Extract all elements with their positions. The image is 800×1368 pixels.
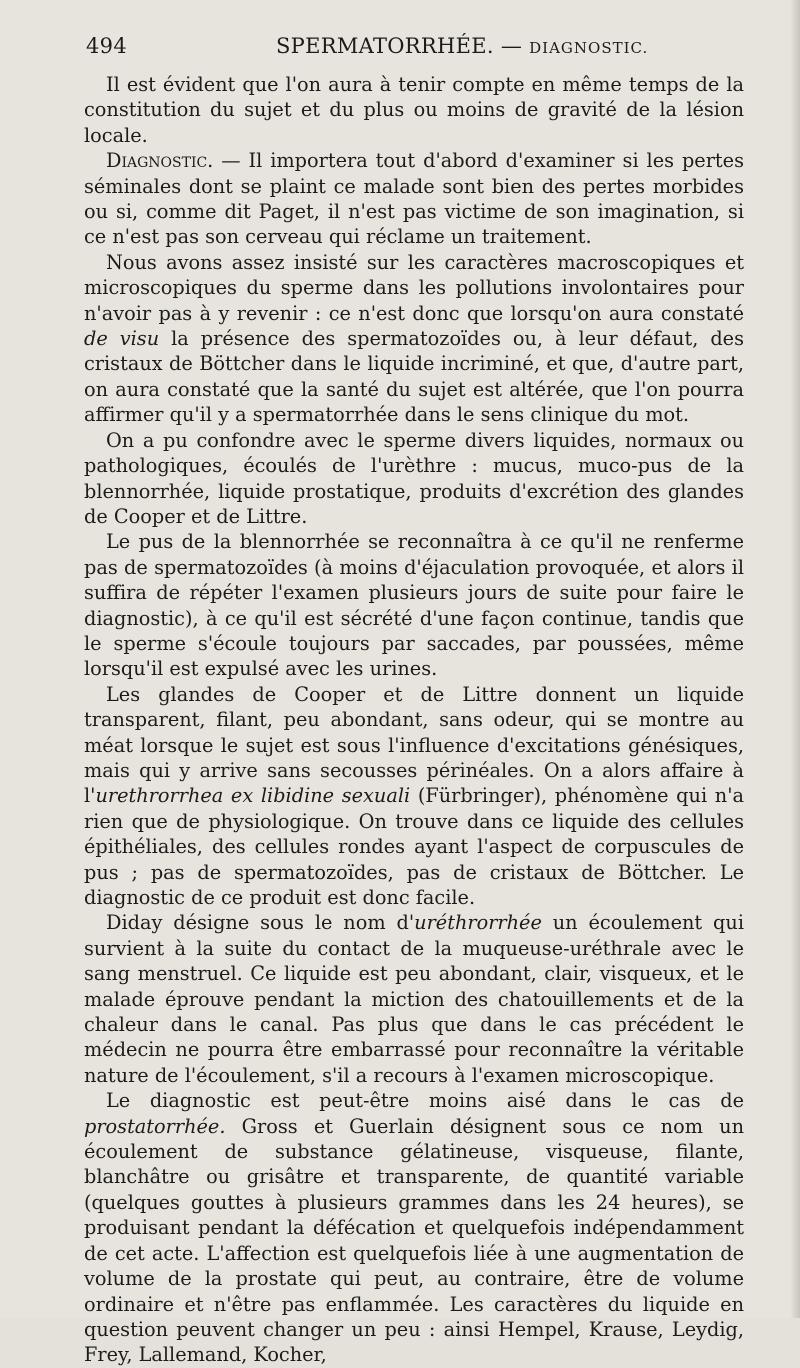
paragraph-3: [84, 250, 744, 428]
paragraph-2: [84, 148, 744, 250]
running-title-sub: DIAGNOSTIC.: [529, 39, 649, 57]
paragraph-text: Diday désigne sous le nom d': [106, 911, 415, 935]
italic-term: prostatorrhée.: [84, 1114, 226, 1138]
italic-term: de visu: [84, 327, 160, 351]
page-body: [84, 72, 744, 1368]
paragraph-text: (Fürbringer), phénomène qui n'a rien que de physiologique. On trouve dans ce liquide des cellules épithéliales, des cellules rondes ayant l'aspect de corpuscules de pus ; pas de spermatozoïdes, pas de cristaux de Böttcher. Le diagnostic de ce produit est donc facile.: [84, 784, 744, 909]
paragraph-7: [84, 910, 744, 1088]
running-title: [276, 34, 648, 58]
paragraph-text: — Il importera tout d'abord d'examiner si les pertes séminales dont se plaint ce malade sont bien des pertes morbides ou si, comme dit Paget, il n'est pas victime de son imagination, si ce n'est pas son cerveau qui réclame un traitement.: [84, 149, 744, 249]
paragraph-text: Gross et Guerlain désignent sous ce nom un écoulement de substance gélatineuse, visqueuse, filante, blanchâtre ou grisâtre et transparente, de quantité variable (quelques gouttes à plusieurs grammes dans les 24 heures), se produisant pendant la défécation et quelquefois indépendamment de cet acte. L'affection est quelquefois liée à une augmentation de volume de la prostate qui peut, au contraire, être de volume ordinaire et n'être pas enflammée. Les caractères du liquide en question peuvent changer un peu : ainsi Hempel, Krause, Leydig, Frey, Lallemand, Kocher,: [84, 1114, 744, 1367]
paragraph-text: Les glandes de Cooper et de Littre donnent un liquide transparent, filant, peu abondant, sans odeur, qui se montre au méat lorsque le sujet est sous l'influence d'excitations génésiques, mais qui y arrive sans secousses périnéales. On a alors affaire à l': [84, 682, 744, 808]
paragraph-text: Le pus de la blennorrhée se reconnaîtra à ce qu'il ne renferme pas de spermatozoïdes (à moins d'éjaculation provoquée, et alors il suffira de répéter l'examen plusieurs jours de suite pour faire le diagnostic), à ce qu'il est sécrété d'une façon continue, tandis que le sperme s'écoule toujours par saccades, par poussées, même lorsqu'il est expulsé avec les urines.: [84, 530, 744, 681]
running-title-dash: —: [493, 34, 530, 58]
paragraph-text: un écoulement qui survient à la suite du contact de la muqueuse-uréthrale avec le sang menstruel. Ce liquide est peu abondant, clair, visqueux, et le malade éprouve pendant la miction des chatouillements et de la chaleur dans le canal. Pas plus que dans le cas précédent le médecin ne pourra être embarrassé pour reconnaître la véritable nature de l'écoulement, s'il a recours à l'examen microscopique.: [84, 911, 744, 1087]
paragraph-text: Il est évident que l'on aura à tenir compte en même temps de la constitution du sujet et du plus ou moins de gravité de la lésion locale.: [84, 73, 744, 147]
paragraph-8: [84, 1088, 744, 1367]
italic-term: urethrorrhea ex libidine sexuali: [95, 784, 411, 808]
running-title-main: SPERMATORRHÉE.: [276, 34, 494, 58]
page-number: 494: [86, 34, 127, 58]
paragraph-4: [84, 428, 744, 530]
italic-term: uréthrorrhée: [414, 911, 542, 935]
paragraph-text: Le diagnostic est peut-être moins aisé dans le cas de: [106, 1089, 744, 1113]
page-edge-shadow: [790, 0, 800, 1318]
section-heading-diagnostic: Diagnostic.: [106, 149, 214, 173]
paragraph-5: [84, 529, 744, 681]
paragraph-text: On a pu confondre avec le sperme divers liquides, normaux ou pathologiques, écoulés de l'urèthre : mucus, muco-pus de la blennorrhée, liquide prostatique, produits d'excrétion des glandes de Cooper et de Littre.: [84, 428, 744, 528]
paragraph-text: Nous avons assez insisté sur les caractères macroscopiques et microscopiques du sperme dans les pollutions involontaires pour n'avoir pas à y revenir : ce n'est donc que lorsqu'on aura constaté: [84, 250, 744, 325]
paragraph-1: [84, 72, 744, 148]
paragraph-6: [84, 682, 744, 911]
page-header: [86, 34, 746, 64]
paragraph-text: la présence des spermatozoïdes ou, à leur défaut, des cristaux de Böttcher dans le liquide incriminé, et que, d'autre part, on aura constaté que la santé du sujet est altérée, que l'on pourra affirmer qu'il y a spermatorrhée dans le sens clinique du mot.: [84, 327, 744, 427]
